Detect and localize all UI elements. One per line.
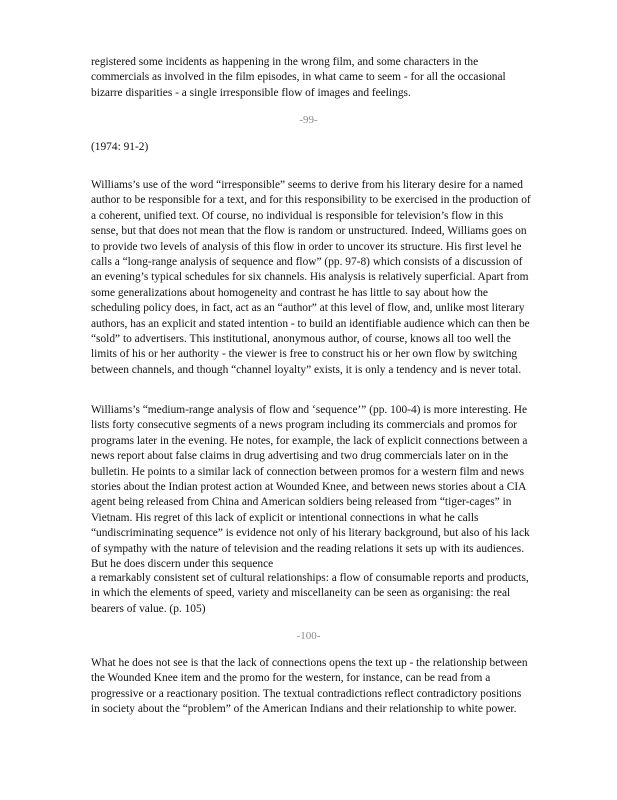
page-number-100: -100- (296, 630, 321, 642)
paragraph-medium-range-analysis: Williams’s “medium-range analysis of flow and ‘sequence’” (pp. 100-4) is more interesting. He lists forty consecutive segments of a news program including its commercials and promos for programs later in the evening. He notes, for example, the lack of explicit connections between a news report about false claims in drug advertising and two drug commercials later on in the bulletin. He points to a similar lack of connection between promos for a western film and news stories about the Indian protest action at Wounded Knee, and between news stories about a CIA agent being released from China and American soldiers being released from “tiger-cages” in Vietnam. His regret of this lack of explicit or intentional connections in what he calls “undiscriminating sequence” is evidence not only of his literary background, but also of his lack of sympathy with the nature of television and the reading relations it sets up with its audiences. But he does discern under this sequence (91, 404, 530, 571)
paragraph-irresponsible: Williams’s use of the word “irresponsible” seems to derive from his literary desire for a named author to be responsible for a text, and for this responsibility to be exercised in the production of a coherent, unified text. Of course, no individual is responsible for television’s flow in this sense, but that does not mean that the flow is random or unstructured. Indeed, Williams goes on to provide two levels of analysis of this flow in order to uncover its structure. His first level he calls a “long-range analysis of sequence and flow” (pp. 97-8) which consists of a discussion of an evening’s typical schedules for six channels. His analysis is relatively superficial. Apart from some generalizations about homogeneity and contrast he has little to say about how the scheduling policy does, in fact, act as an “author” at this level of flow, and, unlike most literary authors, has an explicit and stated intention - to build an identifiable audience which can then be “sold” to advertisers. This institutional, anonymous author, of course, knows all too well the limits of his or her authority - the viewer is free to construct his or her own flow by switching between channels, and though “channel loyalty” exists, it is only a tendency and is never total. (91, 179, 531, 376)
citation: (1974: 91-2) (91, 141, 149, 153)
block-quote: a remarkably consistent set of cultural relationships: a flow of consumable reports and products, in which the elements of speed, variety and miscellaneity can be seen as organising: the real bearers of value. (p. 105) (91, 572, 529, 615)
page-number-99: -99- (299, 114, 318, 126)
paragraph-continuation: registered some incidents as happening in the wrong film, and some characters in the commercials as involved in the film episodes, in what came to seem - for all the occasional bizarre disparities - a single irresponsible flow of images and feelings. (91, 56, 506, 99)
paragraph-conclusion: What he does not see is that the lack of connections opens the text up - the relationship between the Wounded Knee item and the promo for the western, for instance, can be read from a progressive or a reactionary position. The textual contradictions reflect contradictory positions in society about the “problem” of the American Indians and their relationship to white power. (91, 657, 528, 716)
